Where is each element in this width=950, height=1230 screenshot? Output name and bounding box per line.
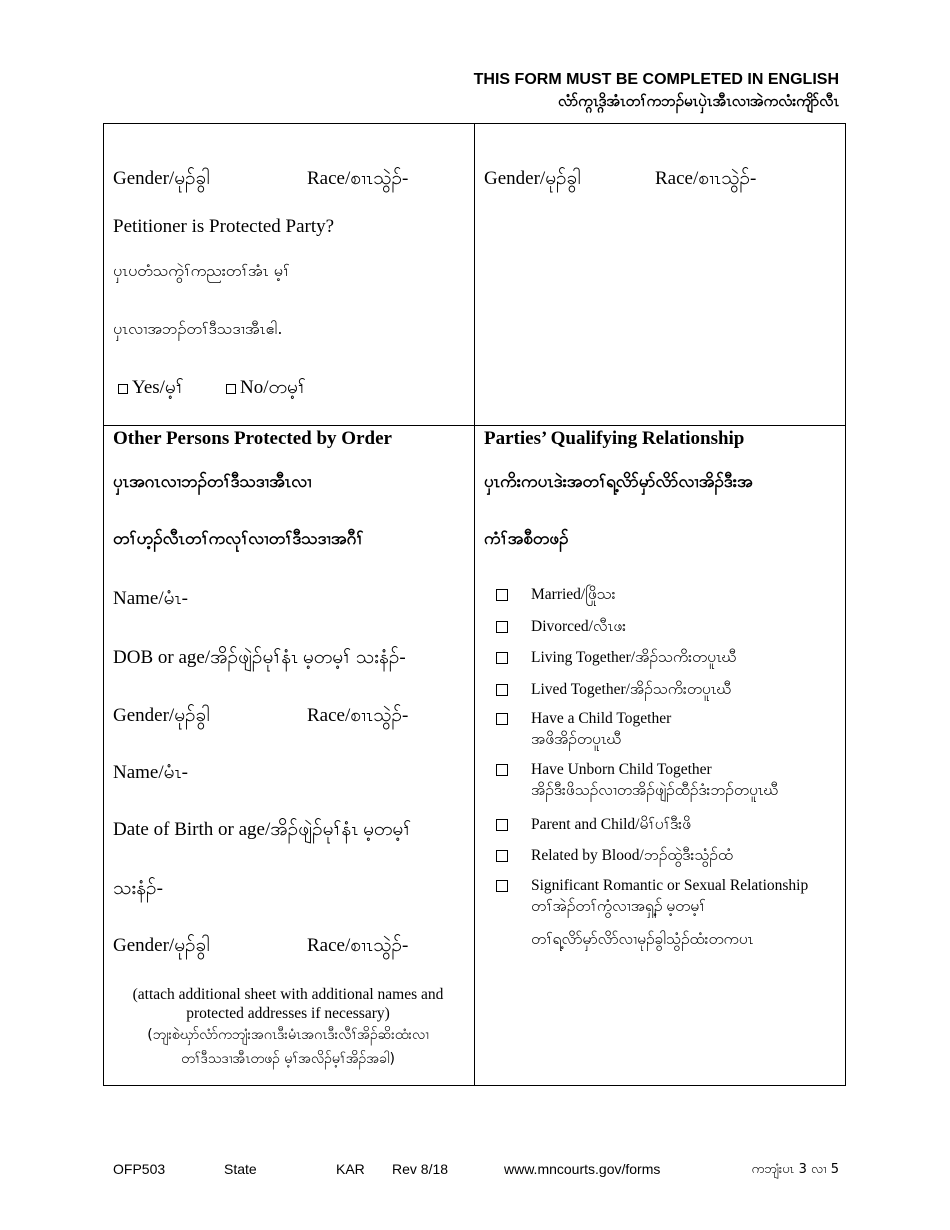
child-together-label: Have a Child Together: [531, 710, 672, 727]
romantic-label-kar-1: တၢ်အဲၣ်တၢ်ကွံလၢအရှ့ၣ် မ့တမ့ၢ်: [531, 898, 706, 915]
no-checkbox-box[interactable]: [226, 384, 236, 394]
person2-gender-label: Gender/မုၣ်ခွါ: [113, 935, 210, 956]
attachment-note-kar-1: (ဘျးစဲဃှာ်လံာ်ကဘျံးအဂၤဒီးမံၤအဂၤဒီးလီၢ်အိၣ်ဆိးထံးလၢ: [147, 1027, 429, 1043]
divorced-label: Divorced/လီၤဖး: [531, 618, 627, 635]
footer-form-id: OFP503: [113, 1161, 166, 1177]
table-divider-horizontal: [103, 425, 846, 426]
person2-race-label: Race/စၢၤသွဲၣ်-: [307, 935, 409, 956]
footer-page-number: ကဘျံးပၤ 3 လၢ 5: [751, 1162, 839, 1177]
person1-race-label: Race/စၢၤသွဲၣ်-: [307, 705, 409, 726]
table-divider-vertical: [474, 123, 475, 1086]
protected-party-question-kar-2: ပှၤလၢအဘၣ်တၢ်ဒီသဒၢအီၤဧါ.: [113, 319, 283, 338]
attachment-note-en: (attach additional sheet with additional names and protected addresses if necessary): [132, 986, 444, 1022]
yes-checkbox-box[interactable]: [118, 384, 128, 394]
yes-checkbox[interactable]: [118, 375, 184, 403]
person1-gender-label: Gender/မုၣ်ခွါ: [113, 705, 210, 726]
petitioner-race-label: Race/စၢၤသွဲၣ်-: [307, 168, 409, 189]
footer-rev: Rev 8/18: [392, 1161, 449, 1177]
other-persons-heading-kar-2: တၢ်ဟ့ၣ်လီၤတၢ်ကလုၢ်လၢတၢ်ဒီသဒၢအဂီၢ်: [113, 529, 364, 549]
header-title-en: THIS FORM MUST BE COMPLETED IN ENGLISH: [473, 71, 839, 88]
child-together-label-kar: အဖိအိၣ်တပူၤဃီ: [531, 731, 622, 748]
footer-url[interactable]: www.mncourts.gov/forms: [504, 1161, 661, 1177]
unborn-child-label: Have Unborn Child Together: [531, 761, 712, 778]
lived-together-checkbox[interactable]: [496, 684, 508, 696]
romantic-label: Significant Romantic or Sexual Relationship: [531, 877, 809, 894]
romantic-label-kar-2: တၢ်ရ့လိာ်မှာ်လိာ်လၢမုၣ်ခွါသွံၣ်ထံးတကပၤ: [531, 931, 754, 948]
protected-party-question-kar-1: ပှၤပတံသကွဲၢ်ကညးတၢ်အံၤ မ့ၢ်: [113, 261, 290, 280]
unborn-child-label-kar: အိၣ်ဒီးဖိသၣ်လၢတအိၣ်ဖျဲၣ်ထီၣ်ဒံးဘၣ်တပူၤဃီ: [531, 782, 779, 799]
parent-child-checkbox[interactable]: [496, 819, 508, 831]
divorced-checkbox[interactable]: [496, 621, 508, 633]
lived-together-label: Lived Together/အိၣ်သကိးတပူၤဃီ: [531, 681, 732, 698]
married-label: Married/ဖြိုသး: [531, 586, 616, 603]
footer-state: State: [224, 1161, 257, 1177]
yes-label: Yes/မ့ၢ်: [132, 377, 184, 398]
married-checkbox[interactable]: [496, 589, 508, 601]
living-together-label: Living Together/အိၣ်သကိးတပူၤဃီ: [531, 649, 737, 666]
footer-lang: KAR: [336, 1161, 365, 1177]
relationship-heading-kar-2: ကံၢ်အစီတဖၣ်: [484, 529, 569, 549]
no-checkbox[interactable]: [226, 375, 306, 403]
attachment-note: [113, 985, 463, 1071]
relationship-heading-kar-1: ပှၤကိးကပၤဒဲးအတၢ်ရ့လိာ်မှာ်လိာ်လၢအိၣ်ဒီးအ: [484, 472, 753, 492]
attachment-note-kar-2: တၢ်ဒီသဒၢအီၤတဖၣ် မ့ၢ်အလိၣ်မ့ၢ်အိၣ်အခါ): [181, 1051, 395, 1067]
living-together-checkbox[interactable]: [496, 652, 508, 664]
relationship-heading: Parties’ Qualifying Relationship: [484, 428, 745, 449]
child-together-checkbox[interactable]: [496, 713, 508, 725]
respondent-gender-label: Gender/မုၣ်ခွါ: [484, 168, 581, 189]
other-persons-heading: Other Persons Protected by Order: [113, 428, 392, 449]
person1-name-label: Name/မံၤ-: [113, 588, 188, 609]
other-persons-heading-kar-1: ပှၤအဂၤလၢဘၣ်တၢ်ဒီသဒၢအီၤလၢ: [113, 472, 312, 492]
person2-dob-label: Date of Birth or age/အိၣ်ဖျဲၣ်မုၢ်နံၤ မ့တမ့ၢ်: [113, 819, 412, 840]
romantic-checkbox[interactable]: [496, 880, 508, 892]
person2-dob-label-cont: သးနံၣ်-: [113, 878, 163, 899]
form-header: [474, 70, 839, 112]
person1-dob-label: DOB or age/အိၣ်ဖျဲၣ်မုၢ်နံၤ မ့တမ့ၢ် သးနံၣ်-: [113, 647, 406, 668]
no-label: No/တမ့ၢ်: [240, 377, 306, 398]
person2-name-label: Name/မံၤ-: [113, 762, 188, 783]
unborn-child-checkbox[interactable]: [496, 764, 508, 776]
related-blood-checkbox[interactable]: [496, 850, 508, 862]
related-blood-label: Related by Blood/ဘၣ်ထွဲဒီးသွံၣ်ထံ: [531, 847, 733, 864]
respondent-race-label: Race/စၢၤသွဲၣ်-: [655, 168, 757, 189]
header-title-kar: လံာ်က္ဂ္ဂၤဒိအံၤတၢ်ကဘၣ်မၤပှဲၤအီၤလၢအဲကလံးကျိာ်လီၤ: [557, 92, 839, 110]
parent-child-label: Parent and Child/မိၢ်ပၢ်ဒီးဖိ: [531, 816, 691, 833]
protected-party-question: Petitioner is Protected Party?: [113, 216, 335, 237]
petitioner-gender-label: Gender/မုၣ်ခွါ: [113, 168, 210, 189]
